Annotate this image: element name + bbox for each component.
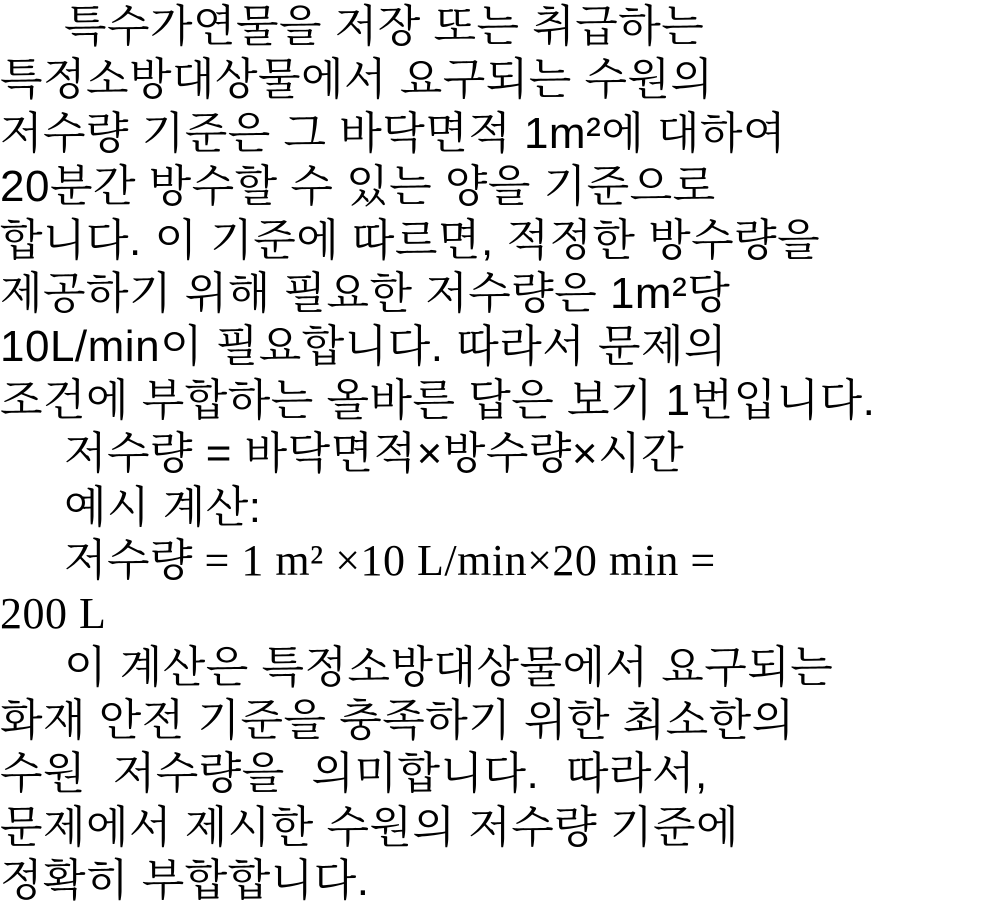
text-line: 이 계산은 특정소방대상물에서 요구되는	[64, 642, 834, 692]
text-line: 정확히 부합합니다.	[0, 856, 370, 906]
text-line: 저수량 = 바닥면적×방수량×시간	[64, 429, 685, 479]
text-line: 예시 계산:	[64, 482, 262, 532]
text-line: 문제에서 제시한 수원의 저수량 기준에	[0, 802, 739, 852]
text-line: 합니다. 이 기준에 따르면, 적정한 방수량을	[0, 215, 821, 265]
text-line: 조건에 부합하는 올바른 답은 보기 1번입니다.	[0, 375, 876, 425]
text-line: 저수량 = 1 m² ×10 L/min×20 min =	[64, 535, 716, 585]
text-line: 10L/min이 필요합니다. 따라서 문제의	[0, 322, 727, 372]
text-line: 화재 안전 기준을 충족하기 위한 최소한의	[0, 696, 795, 746]
text-line: 저수량 기준은 그 바닥면적 1m²에 대하여	[0, 108, 786, 158]
text-line: 특정소방대상물에서 요구되는 수원의	[0, 55, 714, 105]
text-line: 20분간 방수할 수 있는 양을 기준으로	[0, 162, 716, 212]
text-line: 제공하기 위해 필요한 저수량은 1m²당	[0, 268, 731, 318]
text-line: 200 L	[0, 589, 107, 639]
text-line: 수원 저수량을 의미합니다. 따라서,	[0, 749, 708, 799]
text-line: 특수가연물을 저장 또는 취급하는	[64, 2, 705, 51]
